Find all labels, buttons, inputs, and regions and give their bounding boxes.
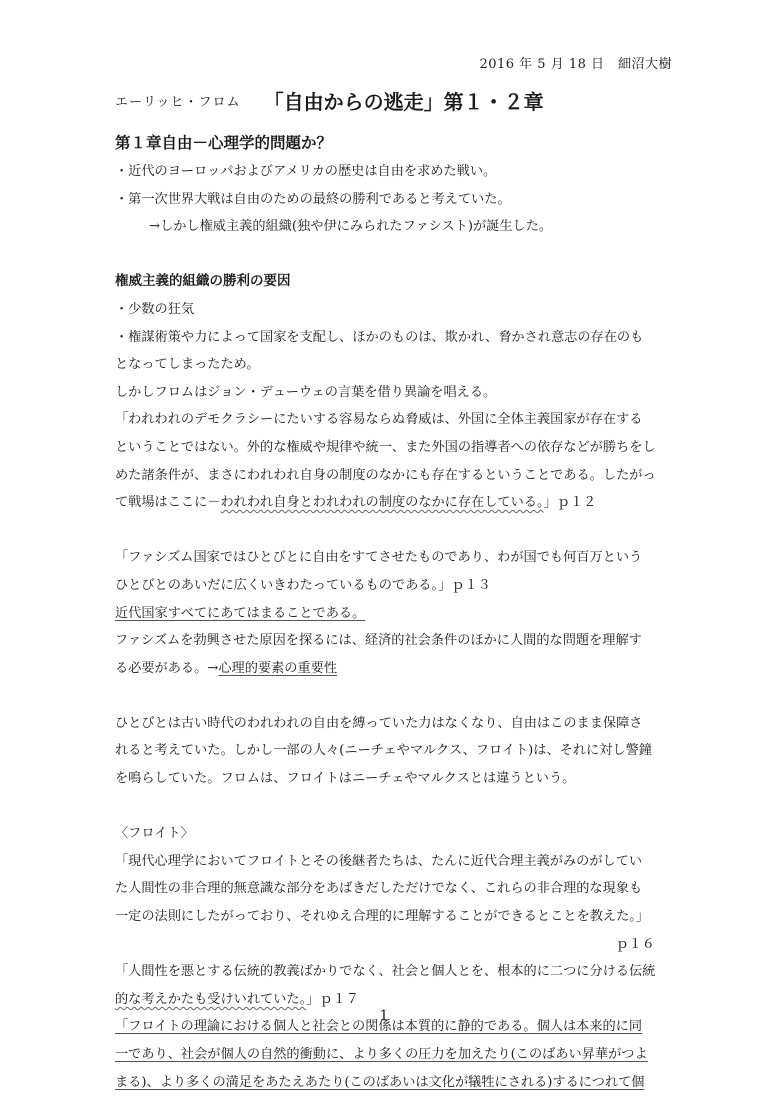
spacer: [115, 682, 675, 710]
paragraph-line: を鳴らしていた。フロムは、フロイトはニーチェやマルクスとは違うという。: [115, 771, 576, 787]
paragraph-line: [115, 600, 675, 628]
paragraph-line: ファシズムを勃興させた原因を探るには、経済的社会条件のほかに人間的な問題を理解す: [115, 633, 642, 649]
quote-text: て戦場はここに－: [115, 495, 221, 511]
quote-line: めた諸条件が、まさにわれわれ自身の制度のなかにも存在するということである。したがっ: [115, 467, 656, 483]
underlined-text: 的な考えかたも受けいれていた。: [115, 991, 307, 1007]
spacer: [115, 241, 675, 269]
book-author: エーリッヒ・フロム: [115, 95, 241, 110]
quote-line: 一定の法則にしたがっており、それゆえ合理的に理解することができるとことを教えた。」: [115, 909, 650, 925]
quote-line: 「現代心理学においてフロイトとその後継者たちは、たんに近代合理主義がみのがしてい: [115, 853, 643, 869]
paragraph-line: [115, 655, 675, 683]
quote-line: 「人間性を悪とする伝統的教義ばかりでなく、社会と個人とを、根本的に二つに分ける伝統: [115, 964, 656, 980]
underlined-text: 近代国家すべてにあてはまることである。: [115, 605, 366, 621]
quote-line: 「われわれのデモクラシーにたいする容易ならぬ脅威は、外国に全体主義国家が存在する: [115, 412, 643, 428]
section-heading: 〈フロイト〉: [115, 826, 194, 842]
spacer: [115, 793, 675, 821]
paragraph-line: しかしフロムはジョン・デューウェの言葉を借り異論を唱える。: [115, 384, 497, 400]
page-number: 1: [379, 1008, 389, 1024]
title-row: [115, 86, 678, 115]
paragraph-line: ・権謀術策や力によって国家を支配し、ほかのものは、欺かれ、脅かされ意志の存在のも: [115, 329, 644, 345]
quote-line: 一であり、社会が個人の自然的衝動に、より多くの圧力を加えたり(このばあい昇華がつよ: [115, 1047, 648, 1062]
paragraph-line: れると考えていた。しかし一部の人々(ニーチェやマルクス、フロイト)は、それに対し警鐘: [115, 743, 652, 759]
quote-line: ひとびとのあいだに広くいきわたっているものである。」ｐ１３: [115, 577, 491, 593]
page-reference: ｐ１６: [615, 936, 655, 952]
bullet-item: ・近代のヨーロッパおよびアメリカの歴史は自由を求めた戦い。: [115, 164, 497, 179]
bullet-item: ・第一次世界大戦は自由のための最終の勝利であると考えていた。: [115, 191, 511, 207]
document-title: 「自由からの逃走」第１・２章: [263, 90, 544, 114]
paragraph-line: となってしまったため。: [115, 357, 260, 373]
underlined-text: 心理的要素の重要性: [218, 660, 338, 676]
spacer: [115, 517, 675, 545]
page-reference: 」ｐ１７: [306, 991, 359, 1007]
paragraph-line: ・少数の狂気: [115, 301, 195, 317]
arrow-note: →しかし権威主義的組織(独や伊にみられたファシスト)が誕生した。: [149, 219, 553, 235]
section-heading: 権威主義的組織の勝利の要因: [115, 273, 291, 290]
quote-line: ということではない。外的な権威や規律や統一、また外国の指導者への依存などが勝ちをし: [115, 439, 656, 455]
quote-line: まる)、より多くの満足をあたえあたり(このばあいは文化が犠牲にされる)するにつれて個: [115, 1074, 645, 1090]
paragraph-text: る必要がある。→: [115, 660, 219, 676]
page-reference: 」ｐ１２: [543, 495, 597, 511]
underlined-text: われわれ自身とわれわれの制度のなかに存在している。: [220, 495, 544, 511]
date-author: 2016 年 5 月 18 日 細沼大樹: [479, 57, 672, 72]
quote-line: た人間性の非合理的無意識な部分をあばきだしただけでなく、これらの非合理的な現象も: [115, 881, 643, 897]
quote-line: [115, 489, 675, 517]
chapter-heading: 第１章自由－心理学的問題か？: [115, 134, 333, 152]
quote-line: 「フロイトの理論における個人と社会との関係は本質的に静的である。個人は本来的に同: [115, 1019, 643, 1035]
quote-line: 「ファシズム国家ではひとびとに自由をすてさせたものであり、わが国でも何百万という: [115, 550, 643, 566]
paragraph-line: ひとびとは古い時代のわれわれの自由を縛っていた力はなくなり、自由はこのまま保障さ: [115, 715, 643, 731]
document-body: [115, 128, 675, 1096]
